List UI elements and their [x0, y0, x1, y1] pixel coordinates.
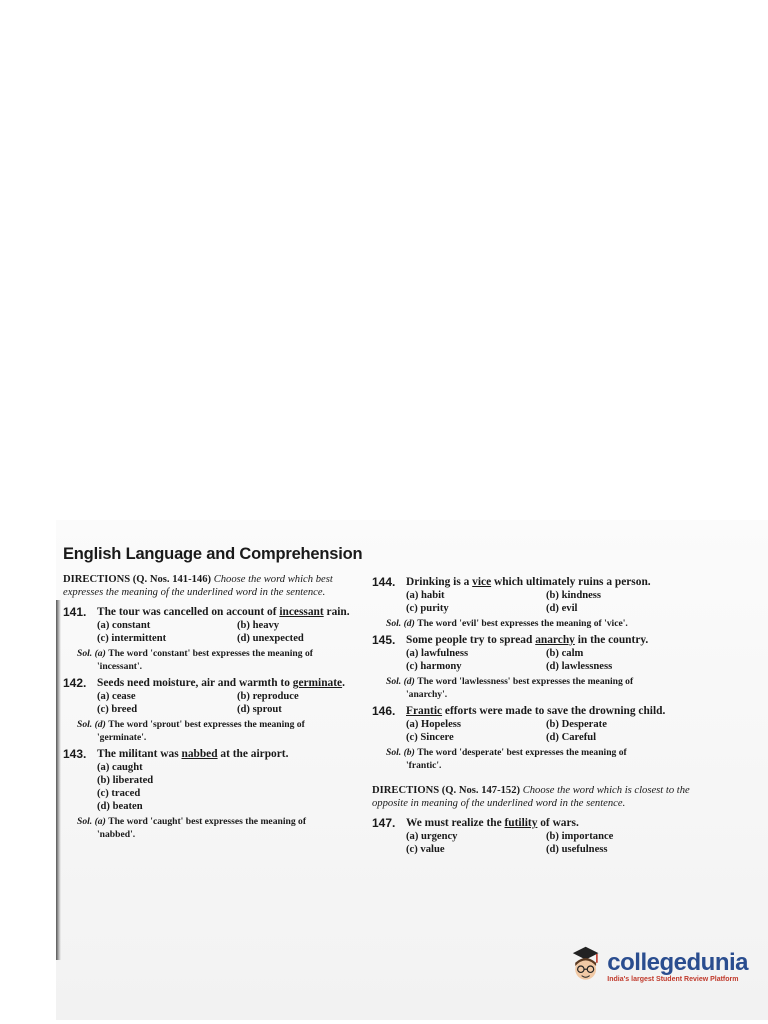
solution	[77, 815, 363, 841]
solution	[386, 746, 692, 772]
solution-text: The word 'desperate' best expresses the meaning of	[417, 747, 627, 758]
option-d: (d) unexpected	[237, 633, 304, 644]
question-text-pre: The militant was	[97, 748, 182, 760]
question-number: 147.	[372, 816, 396, 830]
option-a: (a) cease	[97, 691, 136, 702]
question-text-post: rain.	[323, 606, 350, 618]
left-column	[63, 573, 363, 845]
solution-text-cont: 'frantic'.	[406, 760, 442, 771]
option-a: (a) constant	[97, 620, 151, 631]
option-b: (b) importance	[546, 831, 614, 842]
solution-label: Sol. (d)	[386, 618, 415, 629]
question-number: 144.	[372, 575, 396, 589]
question-text	[97, 748, 288, 761]
solution-text-cont: 'anarchy'.	[406, 689, 448, 700]
solution-label: Sol. (d)	[386, 676, 415, 687]
question-number: 143.	[63, 747, 87, 761]
underlined-word: vice	[472, 576, 492, 588]
question-142	[63, 677, 363, 744]
solution-text: The word 'evil' best expresses the meaning of 'vice'.	[417, 618, 628, 629]
underlined-word: germinate	[292, 677, 343, 689]
underlined-word: nabbed	[181, 748, 218, 760]
option-a: (a) urgency	[406, 831, 458, 842]
question-145	[372, 634, 692, 701]
solution-text: The word 'sprout' best expresses the meaning of	[108, 719, 305, 730]
option-b: (b) Desperate	[546, 719, 607, 730]
option-c: (c) purity	[406, 603, 449, 614]
solution-text: The word 'lawlessness' best expresses the meaning of	[417, 676, 634, 687]
options	[406, 718, 692, 744]
question-141	[63, 606, 363, 673]
solution-label: Sol. (d)	[77, 719, 106, 730]
underlined-word: Frantic	[406, 705, 443, 717]
option-a: (a) lawfulness	[406, 648, 469, 659]
solution	[386, 617, 692, 630]
option-b: (b) reproduce	[237, 691, 299, 702]
option-c: (c) breed	[97, 704, 138, 715]
option-a: (a) habit	[406, 590, 445, 601]
directions-147-152	[372, 784, 692, 810]
question-text	[97, 677, 345, 690]
option-b: (b) heavy	[237, 620, 280, 631]
question-number: 145.	[372, 633, 396, 647]
question-text	[406, 634, 648, 647]
logo-tagline: India's largest Student Review Platform	[607, 975, 739, 983]
question-text-post: of wars.	[537, 817, 579, 829]
question-number: 142.	[63, 676, 87, 690]
page-edge-shadow	[56, 600, 61, 960]
question-146	[372, 705, 692, 772]
directions-141-146	[63, 573, 363, 599]
solution	[77, 647, 363, 673]
question-text-pre: We must realize the	[406, 817, 505, 829]
question-text-post: efforts were made to save the drowning child.	[442, 705, 666, 717]
directions-head: DIRECTIONS (Q. Nos. 141-146)	[63, 574, 212, 585]
solution-label: Sol. (b)	[386, 747, 415, 758]
option-a: (a) Hopeless	[406, 719, 462, 730]
collegedunia-logo	[568, 936, 748, 996]
option-c: (c) harmony	[406, 661, 462, 672]
solution-text-cont: 'nabbed'.	[97, 829, 136, 840]
question-text	[406, 705, 665, 718]
solution	[77, 718, 363, 744]
option-d: (d) lawlessness	[546, 661, 613, 672]
right-column	[372, 576, 692, 860]
logo-name: collegedunia	[607, 948, 748, 976]
options	[406, 589, 692, 615]
option-c: (c) traced	[97, 788, 141, 799]
question-number: 141.	[63, 605, 87, 619]
option-b: (b) liberated	[97, 775, 154, 786]
question-text-post: in the country.	[574, 634, 649, 646]
option-d: (d) usefulness	[546, 844, 608, 855]
solution-text: The word 'caught' best expresses the meaning of	[108, 816, 307, 827]
option-d: (d) sprout	[237, 704, 282, 715]
solution-text-cont: 'incessant'.	[97, 661, 143, 672]
question-144	[372, 576, 692, 630]
option-c: (c) intermittent	[97, 633, 167, 644]
options	[97, 761, 363, 813]
options	[406, 647, 692, 673]
directions-text: Choose the word which best expresses the meaning of the underlined word in the sentence.	[63, 574, 333, 598]
directions-head: DIRECTIONS (Q. Nos. 147-152)	[372, 785, 521, 796]
options	[97, 690, 363, 716]
option-a: (a) caught	[97, 762, 143, 773]
option-d: (d) evil	[546, 603, 578, 614]
question-number: 146.	[372, 704, 396, 718]
option-b: (b) kindness	[546, 590, 602, 601]
solution	[386, 675, 692, 701]
question-text	[406, 817, 579, 830]
question-text-pre: Some people try to spread	[406, 634, 536, 646]
question-text	[406, 576, 651, 589]
option-d: (d) beaten	[97, 801, 143, 812]
underlined-word: incessant	[279, 606, 324, 618]
solution-text-cont: 'germinate'.	[97, 732, 147, 743]
option-c: (c) Sincere	[406, 732, 454, 743]
solution-text: The word 'constant' best expresses the meaning of	[108, 648, 313, 659]
underlined-word: futility	[504, 817, 538, 829]
question-text-pre: Drinking is a	[406, 576, 473, 588]
question-147	[372, 817, 692, 856]
mascot-icon	[568, 940, 603, 992]
solution-label: Sol. (a)	[77, 816, 106, 827]
solution-label: Sol. (a)	[77, 648, 106, 659]
question-143	[63, 748, 363, 841]
question-text-post: .	[342, 677, 345, 689]
section-title: English Language and Comprehension	[63, 545, 363, 563]
option-c: (c) value	[406, 844, 445, 855]
question-text-pre: Seeds need moisture, air and warmth to	[97, 677, 293, 689]
question-text-post: which ultimately ruins a person.	[491, 576, 651, 588]
question-text-post: at the airport.	[217, 748, 289, 760]
underlined-word: anarchy	[535, 634, 575, 646]
logo-text	[607, 950, 748, 983]
question-text-pre: The tour was cancelled on account of	[97, 606, 280, 618]
options	[406, 830, 692, 856]
option-b: (b) calm	[546, 648, 584, 659]
option-d: (d) Careful	[546, 732, 597, 743]
options	[97, 619, 363, 645]
directions-text: Choose the word which is closest to the opposite in meaning of the underlined word in the sentence.	[372, 785, 690, 809]
question-text	[97, 606, 350, 619]
